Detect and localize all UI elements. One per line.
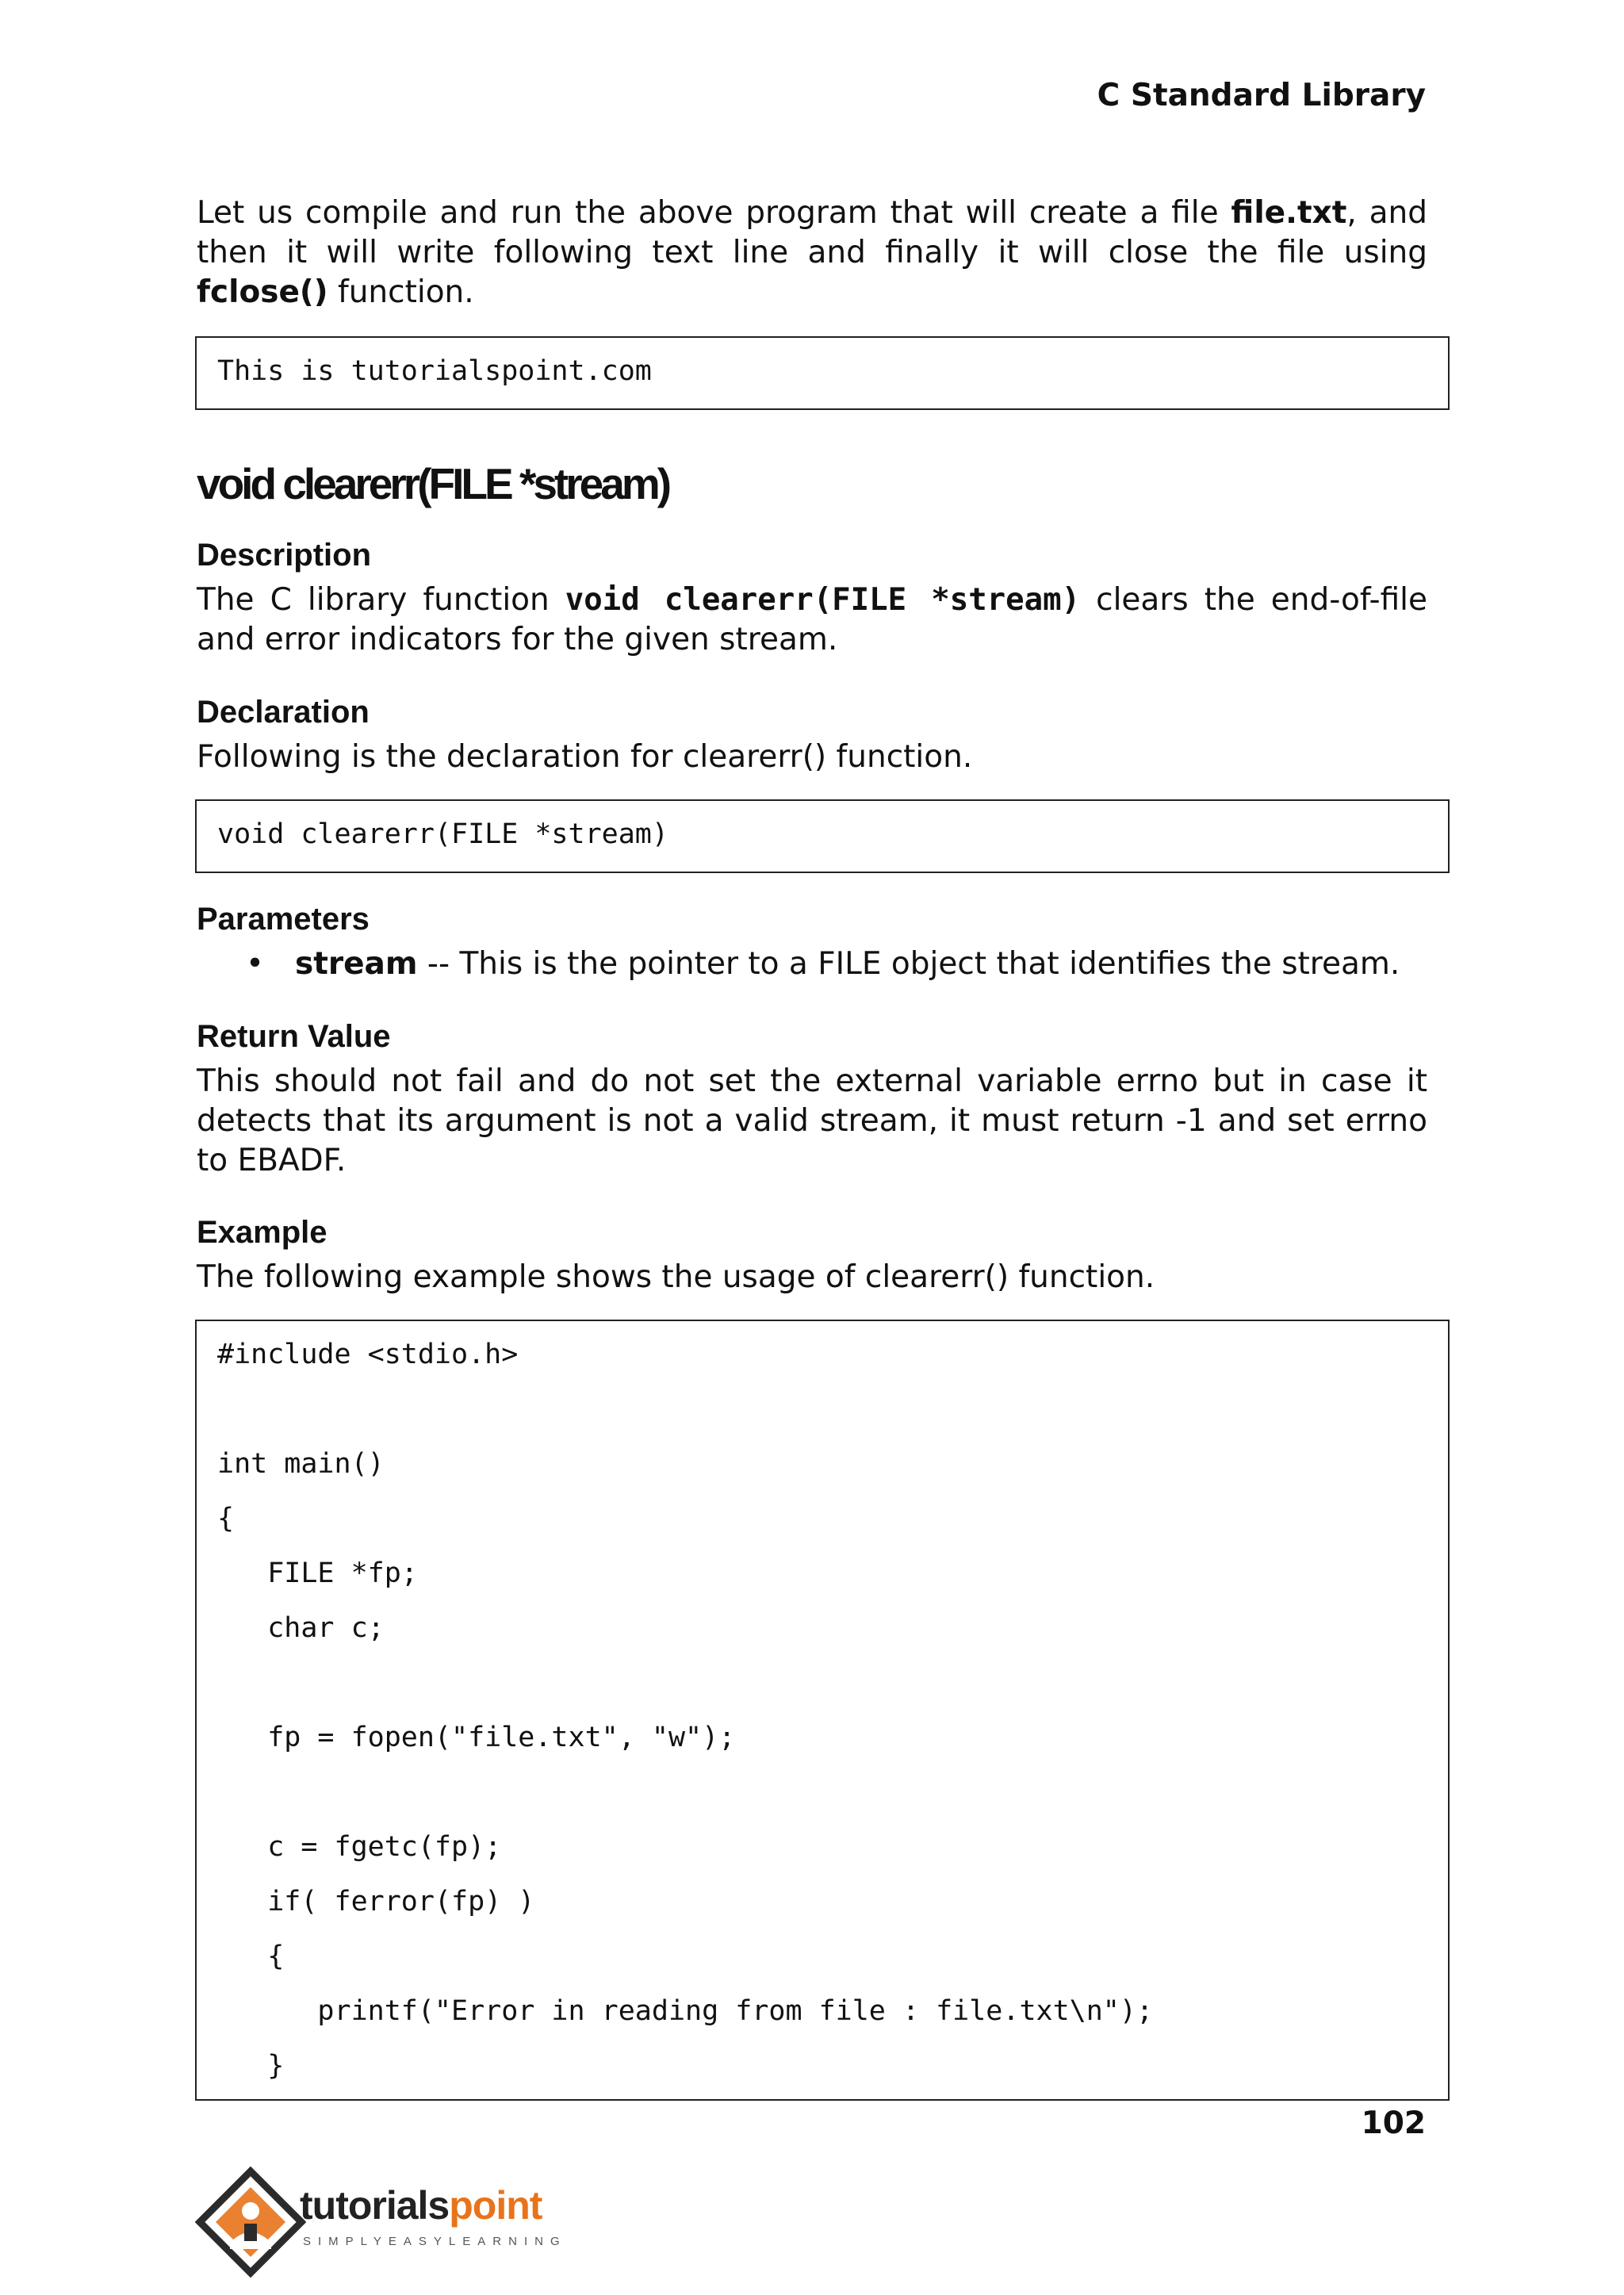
- code-line: if( ferror(fp) ): [217, 1886, 535, 1918]
- return-value-paragraph: This should not fail and do not set the external variable errno but in case it detects that its argument is not a valid stream, it must return -1 and set errno to EBADF.: [197, 1063, 1427, 1178]
- example-code-box: [195, 1320, 1450, 2101]
- intro-paragraph: [197, 193, 1427, 312]
- declaration-paragraph: Following is the declaration for clearerr() function.: [197, 739, 973, 775]
- code-line: {: [217, 1503, 235, 1534]
- description-paragraph: [197, 580, 1427, 660]
- code-line: #include <stdio.h>: [217, 1339, 519, 1370]
- code-line: int main(): [217, 1448, 385, 1480]
- example-heading: Example: [197, 1215, 327, 1250]
- declaration-code-box: [195, 799, 1450, 873]
- intro-text-2: , and then it will write following text line and finally it will close the file using: [197, 195, 1427, 270]
- bullet-icon: •: [246, 946, 265, 982]
- code-line: fp = fopen("file.txt", "w");: [217, 1722, 736, 1753]
- code-line: char c;: [217, 1612, 385, 1644]
- section-title: void clearerr(FILE *stream): [197, 459, 669, 508]
- intro-bold-filename: file.txt: [1231, 195, 1347, 231]
- code-line: c = fgetc(fp);: [217, 1831, 502, 1863]
- parameter-desc: -- This is the pointer to a FILE object that identifies the stream.: [417, 946, 1400, 982]
- code-line: printf("Error in reading from file : file.txt\n");: [217, 1995, 1154, 2027]
- code-line: {: [217, 1941, 285, 1972]
- intro-bold-fclose: fclose(): [197, 274, 328, 310]
- code-line: FILE *fp;: [217, 1557, 418, 1589]
- description-text-1: The C library function: [197, 582, 565, 618]
- parameters-heading: Parameters: [197, 902, 370, 937]
- declaration-heading: Declaration: [197, 695, 370, 730]
- output-box: [195, 336, 1450, 410]
- logo-tagline: SIMPLYEASYLEARNING: [303, 2235, 567, 2248]
- page-number: 102: [1361, 2105, 1426, 2141]
- running-header: C Standard Library: [1097, 78, 1426, 113]
- description-heading: Description: [197, 538, 372, 573]
- logo-emblem-icon: [195, 2167, 306, 2278]
- intro-text-1: Let us compile and run the above program that will create a file: [197, 195, 1231, 231]
- code-line: }: [217, 2050, 285, 2082]
- declaration-code: void clearerr(FILE *stream): [217, 818, 668, 850]
- example-paragraph: The following example shows the usage of clearerr() function.: [197, 1259, 1155, 1295]
- parameter-name: stream: [295, 946, 418, 982]
- tutorialspoint-logo: [195, 2167, 592, 2278]
- intro-text-3: function.: [327, 274, 474, 310]
- description-bold-signature: void clearerr(FILE *stream): [565, 582, 1081, 618]
- description-text-2: clears the end-of-file and error indicators for the given stream.: [197, 582, 1427, 657]
- logo-wordmark: tutorialspoint: [300, 2183, 542, 2228]
- output-line: This is tutorialspoint.com: [217, 355, 652, 387]
- return-value-heading: Return Value: [197, 1019, 391, 1054]
